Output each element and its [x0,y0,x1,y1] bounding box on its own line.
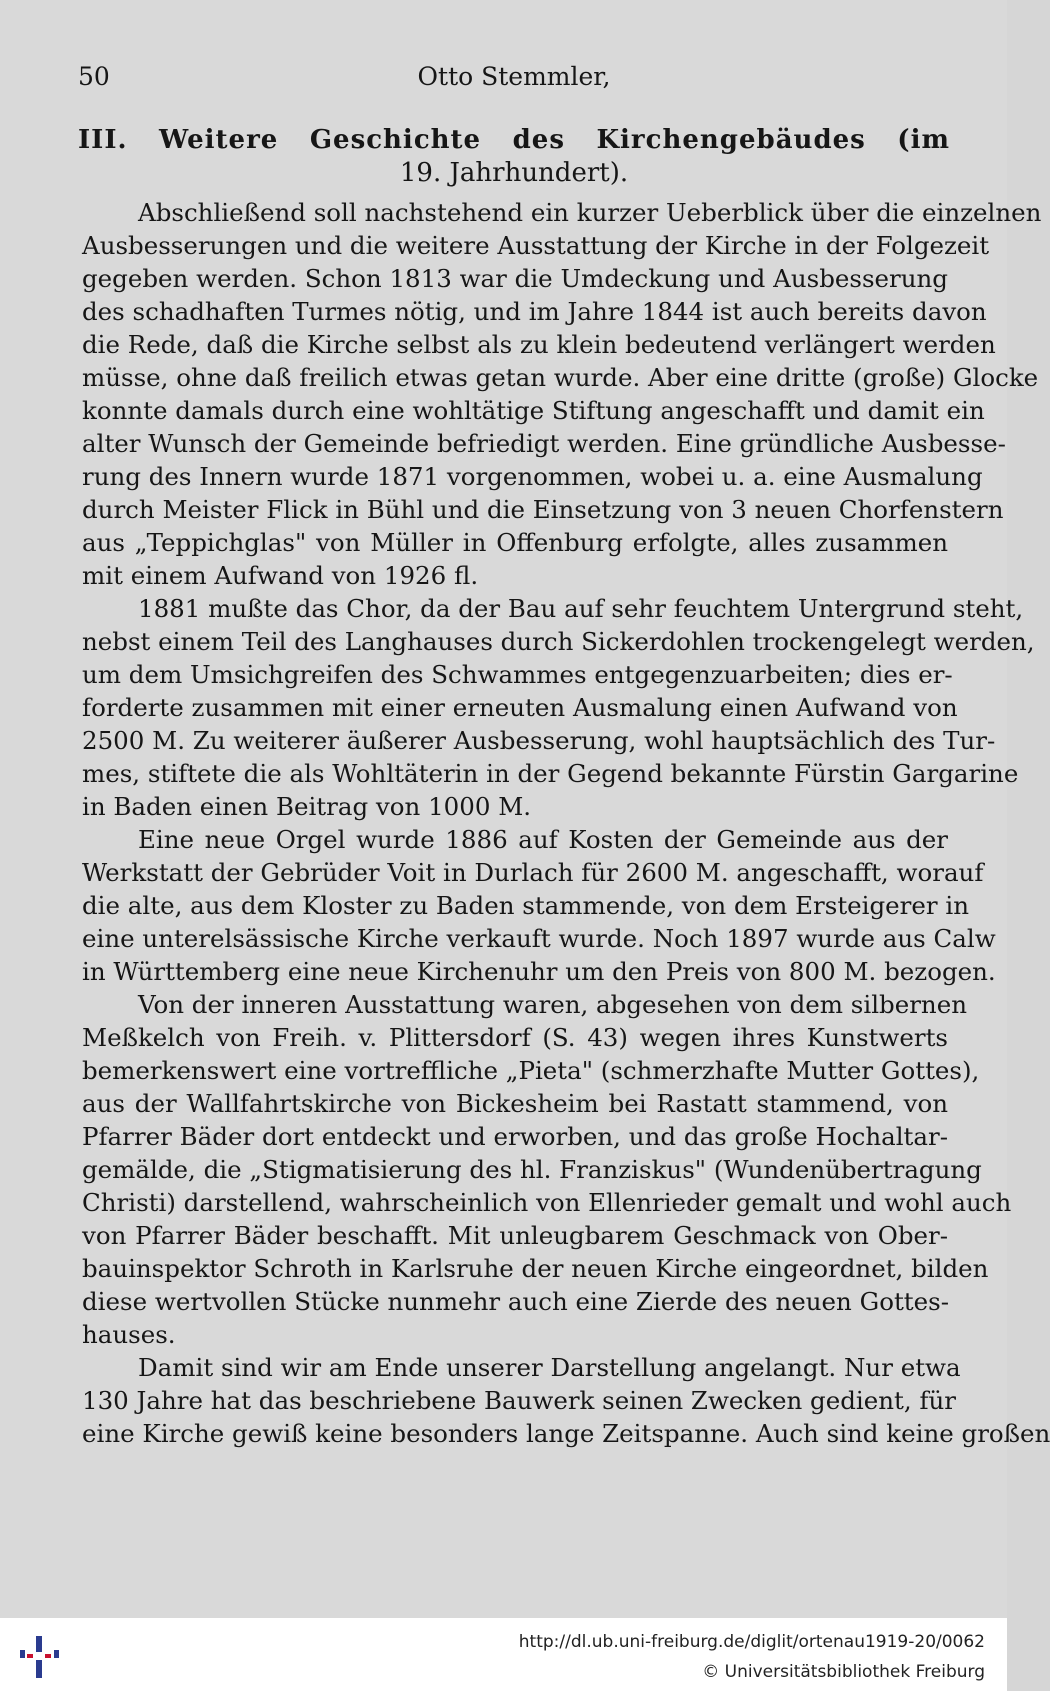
text-line: mes, stiftete die als Wohltäterin in der Gegend bekannte Fürstin Gargarine [82,759,1019,788]
section-heading [78,124,950,190]
text-line: rung des Innern wurde 1871 vorgenommen, wobei u. a. eine Ausmalung [82,462,983,491]
text-line: Abschließend soll nachstehend ein kurzer Ueberblick über die einzelnen [138,198,1042,227]
logo-bar-red-right [45,1654,51,1658]
text-line: des schadhaften Turmes nötig, und im Jahre 1844 ist auch bereits davon [82,297,987,326]
text-line: Meßkelch von Freih. v. Plittersdorf (S. 43) wegen ihres Kunstwerts [82,1023,948,1052]
document-url[interactable]: http://dl.ub.uni-freiburg.de/diglit/ortenau1919-20/0062 [518,1632,985,1652]
text-line: in Baden einen Beitrag von 1000 M. [82,792,532,821]
text-line: bemerkenswert eine vortreffliche „Pieta" (schmerzhafte Mutter Gottes), [82,1056,980,1085]
text-line: 1881 mußte das Chor, da der Bau auf sehr feuchtem Untergrund steht, [138,594,1024,623]
text-line: eine Kirche gewiß keine besonders lange Zeitspanne. Auch sind keine großen [82,1419,1050,1448]
running-head [78,62,950,96]
university-library-logo-icon [14,1632,64,1682]
body-text [82,196,1050,1450]
text-line: Eine neue Orgel wurde 1886 auf Kosten der Gemeinde aus der [138,825,948,854]
text-line: gegeben werden. Schon 1813 war die Umdeckung und Ausbesserung [82,264,948,293]
text-line: 130 Jahre hat das beschriebene Bauwerk seinen Zwecken gedient, für [82,1386,957,1415]
text-line: 2500 M. Zu weiterer äußerer Ausbesserung, wohl hauptsächlich des Tur- [82,726,996,755]
logo-bar-right [54,1650,59,1658]
running-head-author: Otto Stemmler, [417,62,611,91]
logo-bar-red-left [27,1654,33,1658]
text-line: von Pfarrer Bäder beschafft. Mit unleugbarem Geschmack von Ober- [82,1221,948,1250]
page-number: 50 [78,62,110,91]
text-line: Werkstatt der Gebrüder Voit in Durlach für 2600 M. angeschafft, worauf [82,858,984,887]
text-line: Von der inneren Ausstattung waren, abgesehen von dem silbernen [138,990,967,1019]
section-heading-line-2: 19. Jahrhundert). [399,158,629,188]
text-line: forderte zusammen mit einer erneuten Ausmalung einen Aufwand von [82,693,958,722]
text-line: aus „Teppichglas" von Müller in Offenburg erfolgte, alles zusammen [82,528,948,557]
section-heading-line-1: III. Weitere Geschichte des Kirchengebäudes (im [78,125,950,155]
text-line: die Rede, daß die Kirche selbst als zu klein bedeutend verlängert werden [82,330,996,359]
text-line: durch Meister Flick in Bühl und die Einsetzung von 3 neuen Chorfenstern [82,495,1004,524]
text-line: gemälde, die „Stigmatisierung des hl. Franziskus" (Wundenübertragung [82,1155,982,1184]
text-line: hauses. [82,1320,176,1349]
text-line: bauinspektor Schroth in Karlsruhe der neuen Kirche eingeordnet, bilden [82,1254,989,1283]
text-line: alter Wunsch der Gemeinde befriedigt werden. Eine gründliche Ausbesse- [82,429,1006,458]
text-line: konnte damals durch eine wohltätige Stiftung angeschafft und damit ein [82,396,985,425]
logo-bar-left [20,1650,25,1658]
text-line: nebst einem Teil des Langhauses durch Sickerdohlen trockengelegt werden, [82,627,1035,656]
copyright-notice: © Universitätsbibliothek Freiburg [702,1662,985,1682]
text-line: Christi) darstellend, wahrscheinlich von Ellenrieder gemalt und wohl auch [82,1188,1012,1217]
logo-bar-center-top [36,1636,42,1652]
text-line: Damit sind wir am Ende unserer Darstellung angelangt. Nur etwa [138,1353,961,1382]
text-line: um dem Umsichgreifen des Schwammes entgegenzuarbeiten; dies er- [82,660,953,689]
text-line: diese wertvollen Stücke nunmehr auch eine Zierde des neuen Gottes- [82,1287,949,1316]
logo-bar-center-bottom [36,1660,42,1678]
text-line: aus der Wallfahrtskirche von Bickesheim bei Rastatt stammend, von [82,1089,948,1118]
text-line: eine unterelsässische Kirche verkauft wurde. Noch 1897 wurde aus Calw [82,924,996,953]
text-line: müsse, ohne daß freilich etwas getan wurde. Aber eine dritte (große) Glocke [82,363,1039,392]
text-line: Ausbesserungen und die weitere Ausstattung der Kirche in der Folgezeit [82,231,990,260]
text-line: Pfarrer Bäder dort entdeckt und erworben, und das große Hochaltar- [82,1122,948,1151]
text-line: mit einem Aufwand von 1926 fl. [82,561,479,590]
library-footer [0,1618,1007,1691]
text-line: die alte, aus dem Kloster zu Baden stammende, von dem Ersteigerer in [82,891,970,920]
text-line: in Württemberg eine neue Kirchenuhr um den Preis von 800 M. bezogen. [82,957,996,986]
